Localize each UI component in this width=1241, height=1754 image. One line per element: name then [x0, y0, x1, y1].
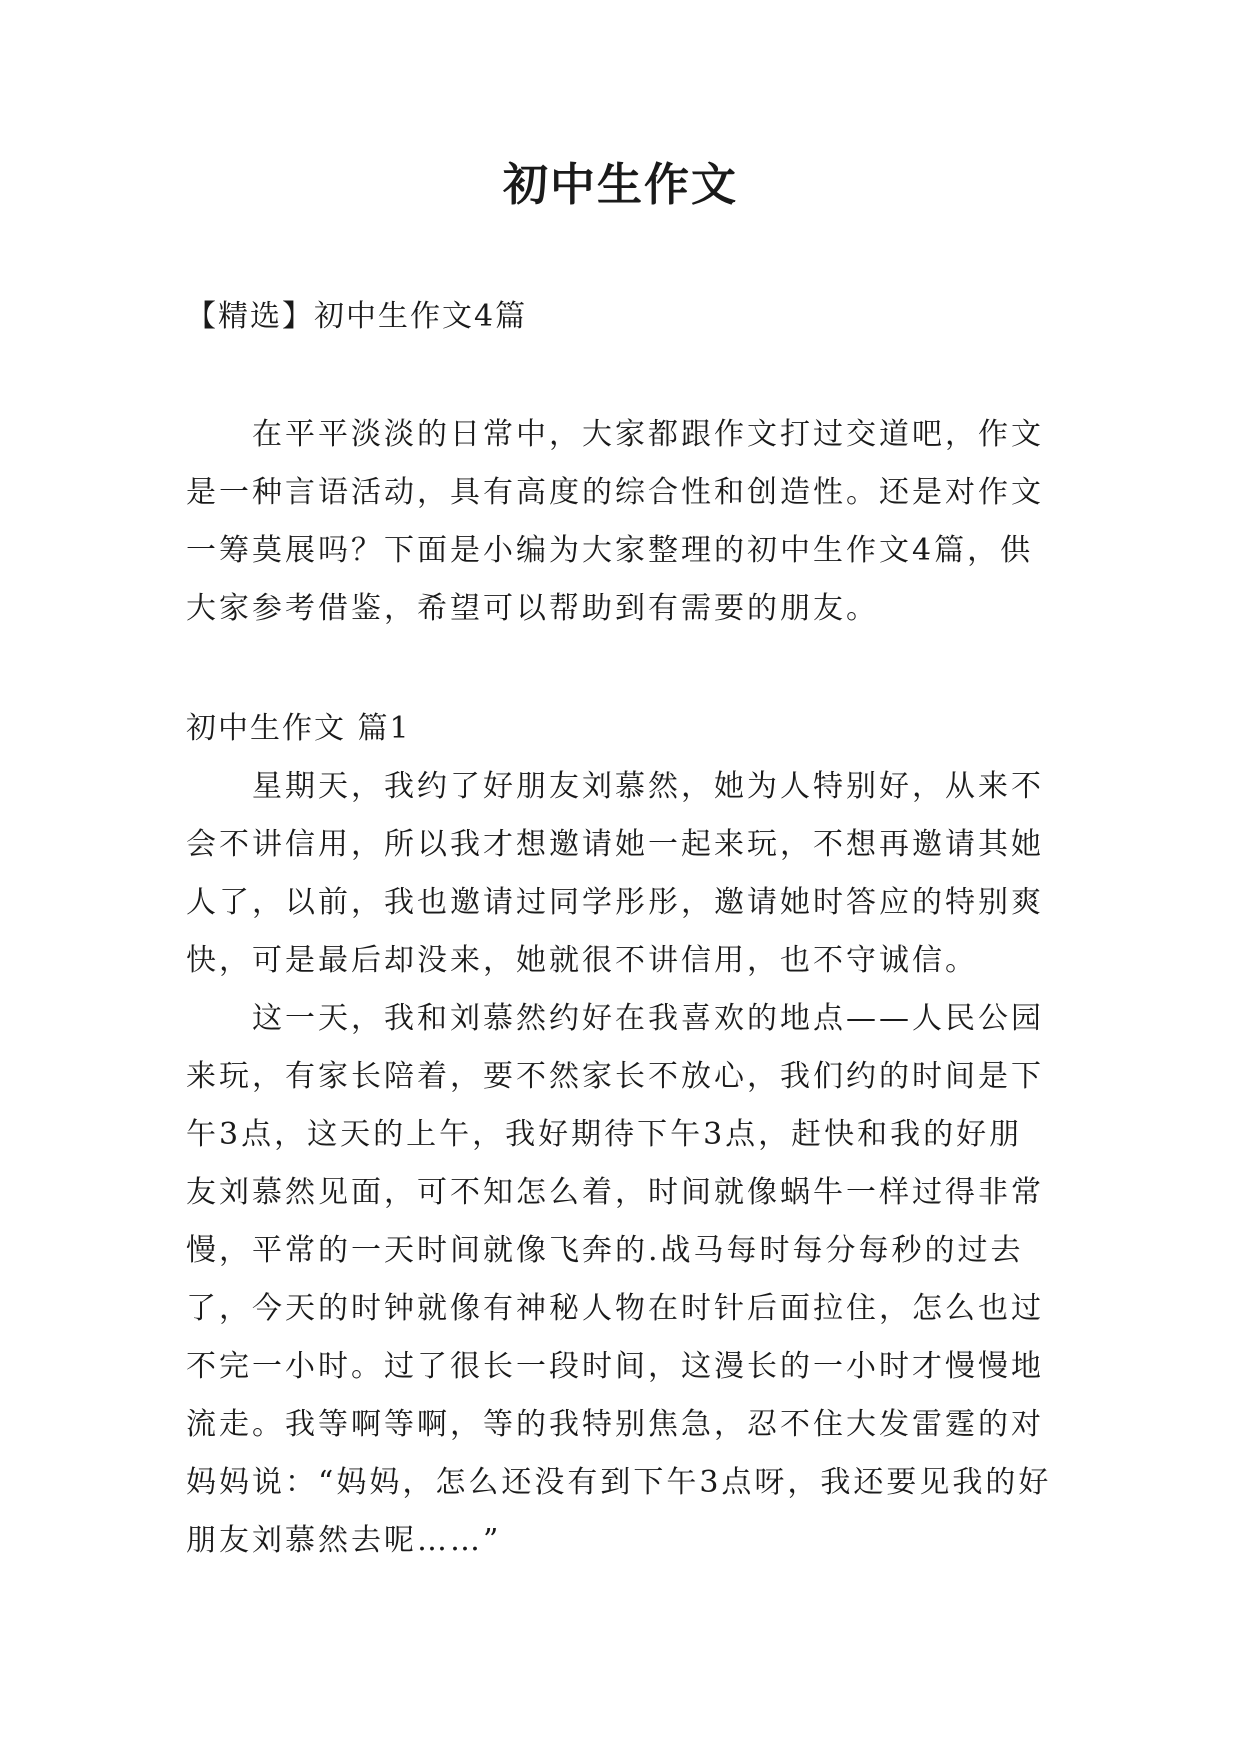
section-paragraph: 这一天，我和刘慕然约好在我喜欢的地点——人民公园来玩，有家长陪着，要不然家长不放心，我们约的时间是下午3点，这天的上午，我好期待下午3点，赶快和我的好朋友刘慕然见面，可不知怎么着，时间就像蜗牛一样过得非常慢，平常的一天时间就像飞奔的.战马每时每分每秒的过去了，今天的时钟就像有神秘人物在时针后面拉住，怎么也过不完一小时。过了很长一段时间，这漫长的一小时才慢慢地流走。我等啊等啊，等的我特别焦急，忍不住大发雷霆的对妈妈说：“妈妈，怎么还没有到下午3点呀，我还要见我的好朋友刘慕然去呢……”	[186, 1001, 1052, 1558]
document-subtitle: 【精选】初中生作文4篇	[186, 299, 528, 334]
essay-section	[186, 700, 1054, 1570]
section-heading: 初中生作文 篇1	[186, 711, 411, 746]
intro-paragraph: 在平平淡淡的日常中，大家都跟作文打过交道吧，作文是一种言语活动，具有高度的综合性和创造性。还是对作文一筹莫展吗？下面是小编为大家整理的初中生作文4篇，供大家参考借鉴，希望可以帮助到有需要的朋友。	[186, 417, 1044, 626]
section-paragraph: 星期天，我约了好朋友刘慕然，她为人特别好，从来不会不讲信用，所以我才想邀请她一起来玩，不想再邀请其她人了，以前，我也邀请过同学彤彤，邀请她时答应的特别爽快，可是最后却没来，她就很不讲信用，也不守诚信。	[186, 769, 1044, 978]
document-title: 初中生作文	[502, 158, 738, 211]
